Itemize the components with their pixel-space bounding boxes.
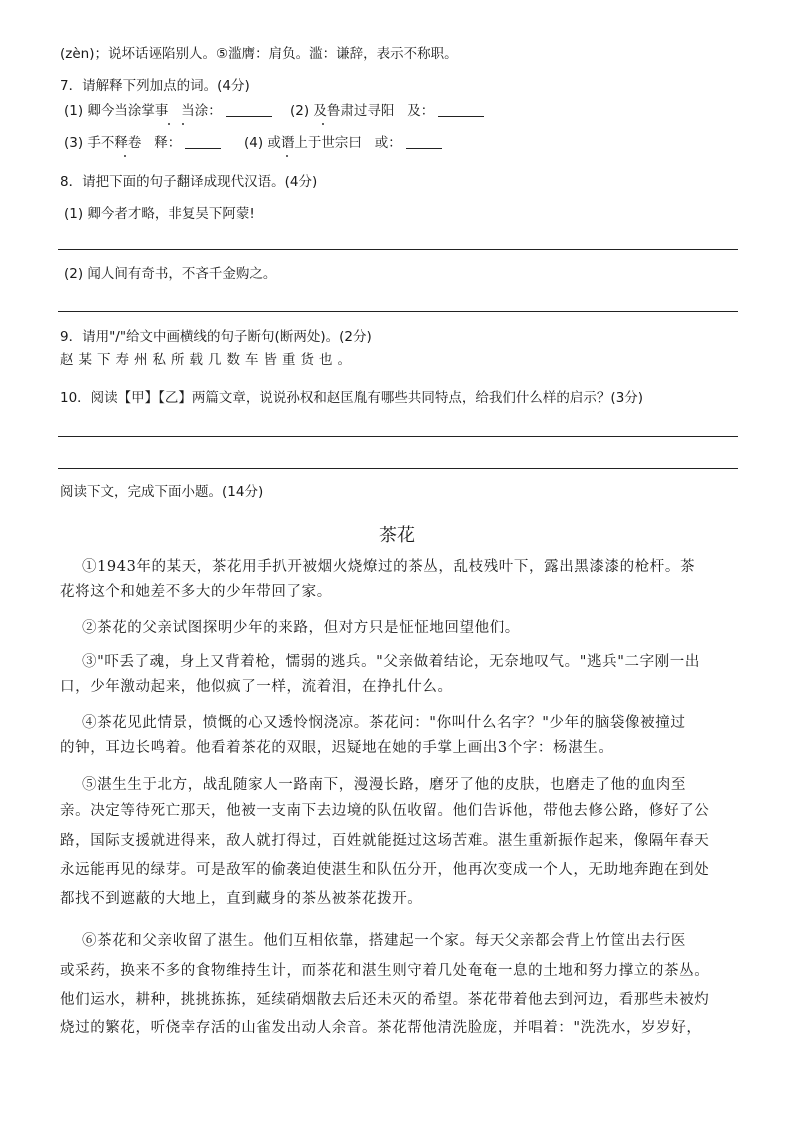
passage-line: 口，少年激动起来，他似疯了一样，流着泪，在挣扎什么。 [60,679,453,695]
passage-line: 花将这个和她差不多大的少年带回了家。 [60,584,332,600]
passage-line: 亲。决定等待死亡那天，他被一支南下去边境的队伍收留。他们告诉他，带他去修公路，修好了公 [60,803,710,819]
emphasis-dot [124,155,126,157]
reading-intro: 阅读下文，完成下面小题。(14分) [60,484,264,500]
answer-blank[interactable] [406,136,442,149]
passage-line: ③"吓丢了魂，身上又背着枪，懦弱的逃兵。"父亲做着结论，无奈地叹气。"逃兵"二字刚一出 [82,654,700,670]
q9-sentence: 赵某下寿州私所载几数车皆重货也。 [60,352,356,368]
passage-line: 路，国际支援就进得来，敌人就打得过，百姓就能挺过这场苦难。湛生重新振作起来，像隔年春天 [60,833,710,849]
q8-sentence-1: (1) 卿今者才略，非复吴下阿蒙! [64,206,255,222]
q10-stem: 10．阅读【甲】【乙】两篇文章，说说孙权和赵匡胤有哪些共同特点，给我们什么样的启示？(3分) [60,390,644,406]
passage-line: ⑥茶花和父亲收留了湛生。他们互相依靠，搭建起一个家。每天父亲都会背上竹筐出去行医 [82,933,686,949]
passage-line: 永远能再见的绿芽。可是敌军的偷袭迫使湛生和队伍分开，他再次变成一个人，无助地奔跑在到处 [60,862,710,878]
q8-stem: 8．请把下面的句子翻译成现代汉语。(4分) [60,174,318,190]
passage-line: 的钟，耳边长鸣着。他看着茶花的双眼，迟疑地在她的手掌上画出3个字：杨湛生。 [60,740,614,756]
q7-item-2: (2) 及鲁肃过寻阳 及： [290,104,484,119]
footnote-line: (zèn)；说坏话诬陷别人。⑤滥膺：肩负。滥：谦辞，表示不称职。 [60,46,458,62]
answer-line[interactable] [58,249,738,250]
emphasis-dot [286,155,288,157]
answer-line[interactable] [58,311,738,312]
answer-blank[interactable] [438,104,484,117]
answer-line[interactable] [58,468,738,469]
passage-line: ⑤湛生生于北方，战乱随家人一路南下，漫漫长路，磨牙了他的皮肤，也磨走了他的血肉至 [82,777,686,793]
passage-title: 茶花 [379,525,415,546]
q9-stem: 9．请用"/"给文中画横线的句子断句(断两处)。(2分) [60,329,372,345]
passage-line: ④茶花见此情景，愤慨的心又透怜悯浇凉。茶花问："你叫什么名字？"少年的脑袋像被撞过 [82,715,686,731]
passage-line: ②茶花的父亲试图探明少年的来路，但对方只是怔怔地回望他们。 [82,620,520,636]
q7-stem: 7．请解释下列加点的词。(4分) [60,78,250,94]
passage-line: ①1943年的某天，茶花用手扒开被烟火烧燎过的茶丛，乱枝残叶下，露出黑漆漆的枪杆。茶 [82,559,696,575]
emphasis-dot [322,123,324,125]
q7-item-1: (1) 卿今当涂掌事 当涂： [64,104,272,119]
q7-item-3: (3) 手不释卷 释： [64,136,221,151]
passage-line: 他们运水，耕种，挑挑拣拣，延续硝烟散去后还未灭的希望。茶花带着他去到河边，看那些未被灼 [60,992,710,1008]
emphasis-dot [182,123,184,125]
q7-item-4: (4) 或谮上于世宗曰 或： [244,136,442,151]
q8-sentence-2: (2) 闻人间有奇书，不吝千金购之。 [64,266,277,282]
answer-blank[interactable] [226,104,272,117]
answer-blank[interactable] [185,136,221,149]
emphasis-dot [168,123,170,125]
answer-line[interactable] [58,436,738,437]
passage-line: 或采药，换来不多的食物维持生计，而茶花和湛生则守着几处奄奄一息的土地和努力撑立的茶丛。 [60,963,710,979]
passage-line: 都找不到遮蔽的大地上，直到藏身的茶丛被茶花拨开。 [60,891,423,907]
passage-line: 烧过的繁花，听侥幸存活的山雀发出动人余音。茶花帮他清洗脸庞，并唱着："洗洗水，岁岁好， [60,1020,702,1036]
